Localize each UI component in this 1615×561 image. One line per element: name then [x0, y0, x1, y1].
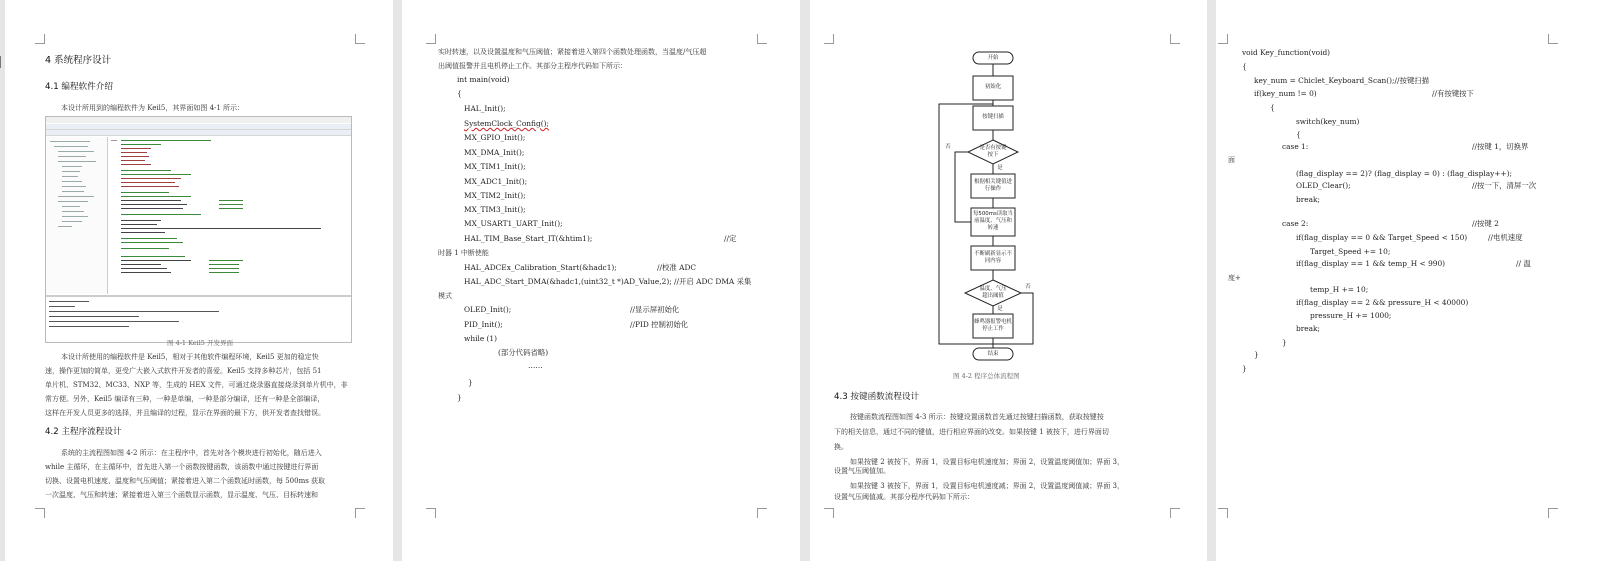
code-line: }: [1282, 338, 1287, 347]
paragraph-line: 实时转速，以及设置温度和气压阈值；紧接着进入第四个函数处理函数，当温度/气压超: [438, 48, 707, 56]
crop-mark: [824, 508, 834, 518]
paragraph-line: 本设计所使用的编程软件是 Keil5，相对于其他软件编程环境，Keil5 更加的稳定快: [61, 353, 319, 361]
crop-mark: [426, 34, 436, 44]
crop-mark: [35, 34, 45, 44]
code-line: HAL_Init();: [464, 104, 506, 113]
paragraph-line: 换。: [834, 443, 848, 451]
paragraph-line: 这样在开发人员更多的选择，并且编译的过程，显示在界面的最下方，供开发者查找错误。: [45, 409, 325, 417]
paragraph-line: 单片机、STM32、MC33、NXP 等，生成的 HEX 文件，可通过烧录器直接烧录到单片机中，非: [45, 381, 348, 389]
crop-mark: [757, 508, 767, 518]
code-line: if(flag_display == 1 && temp_H < 990): [1296, 259, 1446, 268]
code-line: MX_TIM2_Init();: [464, 191, 526, 200]
code-line: OLED_Init();: [464, 305, 512, 314]
code-line: case 2:: [1282, 219, 1309, 228]
flow-label-no: 否: [945, 144, 951, 150]
flow-node-key-scan: 按键扫描: [982, 114, 1004, 120]
flow-label-yes: 是: [997, 306, 1003, 312]
code-line: HAL_TIM_Base_Start_IT(&htim1);: [464, 234, 593, 243]
figure-caption: 图 4-1 Keil5 开发界面: [167, 339, 233, 347]
subsection-heading: 4.1 编程软件介绍: [45, 82, 113, 92]
crop-mark: [355, 34, 365, 44]
flow-node-over-threshold: 温度、气压超出阈值: [979, 286, 1007, 299]
code-comment: 模式: [438, 292, 452, 300]
code-line: MX_ADC1_Init();: [464, 177, 528, 186]
paragraph-line: 按键函数流程图如图 4-3 所示：按键设置函数首先通过按键扫描函数，获取按键按: [850, 413, 1104, 421]
code-line: Target_Speed += 10;: [1310, 247, 1391, 256]
code-line: HAL_ADC_Start_DMA(&hadc1,(uint32_t *)AD_Value,2); //开启 ADC DMA 采集: [464, 277, 752, 286]
code-line: {: [1242, 62, 1247, 71]
code-comment: //按一下，清屏一次: [1472, 181, 1537, 190]
code-line: {: [1270, 103, 1275, 112]
subsection-heading: 4.2 主程序流程设计: [45, 427, 122, 437]
code-line: {: [457, 89, 462, 98]
flow-node-init: 初始化: [984, 84, 1002, 90]
code-line: if(key_num != 0): [1254, 89, 1317, 98]
flow-node-read-sensors: 每500ms读取当前温度、气压和转速: [973, 211, 1013, 231]
code-line: pressure_H += 1000;: [1310, 311, 1392, 320]
paragraph-line: 设置气压阈值减。其部分程序代码如下所示：: [834, 493, 974, 501]
paragraph-line: 如果按键 3 被按下，界面 1，设置目标电机速度减；界面 2，设置温度阈值减；界面 3，: [850, 482, 1124, 490]
ide-menubar: [46, 117, 351, 123]
code-line: OLED_Clear();: [1296, 181, 1351, 190]
code-line: break;: [1296, 195, 1321, 204]
code-line: switch(key_num): [1296, 117, 1360, 126]
code-line: MX_USART1_UART_Init();: [464, 219, 563, 228]
main-flowchart: [935, 48, 1045, 378]
paragraph-line: 下的相关信息，通过不同的键值，进行相应界面的改变。如果按键 1 被按下，进行界面切: [834, 428, 1109, 436]
code-line: HAL_ADCEx_Calibration_Start(&hadc1);: [464, 263, 617, 272]
flow-node-alarm: 蜂鸣器报警电机停止工作: [974, 319, 1012, 332]
code-line: if(flag_display == 0 && Target_Speed < 150): [1296, 233, 1468, 242]
code-comment: 时器 1 中断使能: [438, 249, 489, 257]
code-line: void Key_function(void): [1242, 48, 1331, 57]
flow-label-no: 否: [1025, 284, 1031, 290]
paragraph-line: 切换、设置电机速度、温度和气压阈值；紧接着进入第二个函数延时函数，每 500ms 获取: [45, 477, 326, 485]
code-line: MX_DMA_Init();: [464, 148, 525, 157]
document-page-4: [1216, 0, 1615, 561]
code-line: }: [468, 378, 473, 387]
crop-mark: [35, 508, 45, 518]
ide-project-tree: [46, 137, 108, 294]
code-comment: // 温: [1516, 259, 1531, 268]
crop-mark: [1548, 508, 1558, 518]
code-line: MX_GPIO_Init();: [464, 133, 526, 142]
paragraph-line: while 主循环，在主循环中，首先进入第一个函数按键函数，该函数中通过按键进行界面: [45, 463, 319, 471]
crop-mark: [1548, 34, 1558, 44]
code-line: key_num = Chiclet_Keyboard_Scan();//按键扫描: [1254, 76, 1430, 85]
code-line: SystemClock_Config();: [464, 119, 549, 128]
flow-label-yes: 是: [997, 165, 1003, 171]
code-line: case 1:: [1282, 142, 1309, 151]
crop-mark: [1218, 34, 1228, 44]
paragraph-line: 设置气压阈值加。: [834, 467, 890, 475]
code-comment: //校准 ADC: [657, 263, 697, 272]
code-line: {: [1296, 130, 1301, 139]
flow-node-start: 开始: [987, 55, 999, 61]
code-comment: //定: [724, 234, 737, 243]
code-line: if(flag_display == 2 && pressure_H < 40000): [1296, 298, 1469, 307]
crop-mark: [1170, 508, 1180, 518]
ide-build-output: [46, 295, 351, 343]
code-comment: 面: [1228, 156, 1235, 164]
subsection-heading: 4.3 按键函数流程设计: [834, 392, 920, 402]
paragraph-line: 如果按键 2 被按下，界面 1，设置目标电机速度加；界面 2，设置温度阈值加；界面 3，: [850, 458, 1124, 466]
code-comment: //按键 2: [1472, 219, 1499, 228]
crop-mark: [1170, 34, 1180, 44]
code-comment: //PID 控制初始化: [630, 320, 689, 329]
section-heading: 4 系统程序设计: [45, 55, 112, 66]
paragraph-line: 系统的主流程图如图 4-2 所示：在主程序中，首先对各个模块进行初始化，随后进入: [61, 449, 322, 457]
code-comment: //电机速度: [1488, 233, 1523, 242]
paragraph-line: 本设计所用到的编程软件为 Keil5，其界面如图 4-1 所示：: [61, 104, 245, 112]
code-line: temp_H += 10;: [1310, 285, 1369, 294]
document-page-3: [810, 0, 1207, 561]
code-line: (flag_display == 2)? (flag_display = 0) : (flag_display++);: [1296, 169, 1513, 178]
ide-code-editor: [109, 137, 351, 294]
crop-mark: [824, 34, 834, 44]
crop-mark: [1218, 508, 1228, 518]
code-comment: //有按键按下: [1432, 89, 1474, 98]
paragraph-line: 常方便。另外，Keil5 编译有三种，一种是单编，一种是部分编译，还有一种是全部编译，: [45, 395, 325, 403]
code-line: while (1): [464, 334, 498, 343]
code-line: MX_TIM1_Init();: [464, 162, 526, 171]
code-line: }: [457, 393, 462, 402]
ide-toolbar: [46, 130, 351, 136]
flow-node-key-handle: 根据相关键值进行操作: [974, 179, 1012, 192]
keil5-screenshot-figure: [45, 116, 352, 343]
flow-node-display: 不断刷新显示不同内容: [974, 251, 1012, 264]
code-line: break;: [1296, 324, 1321, 333]
code-comment: 度+: [1228, 274, 1241, 282]
paragraph-line: 一次温度、气压和转速；紧接着进入第三个函数显示函数，显示温度、气压、目标转速和: [45, 491, 318, 499]
code-line: (部分代码省略): [498, 348, 549, 357]
code-line: ……: [528, 361, 543, 370]
flow-node-end: 结束: [987, 351, 999, 357]
code-comment: //显示屏初始化: [630, 305, 680, 314]
code-line: int main(void): [457, 75, 510, 84]
paragraph-line: 出阈值报警并且电机停止工作。其部分主程序代码如下所示：: [438, 62, 627, 70]
crop-mark: [426, 508, 436, 518]
code-line: MX_TIM3_Init();: [464, 205, 526, 214]
figure-caption: 图 4-2 程序总体流程图: [953, 372, 1020, 380]
code-line: PID_Init();: [464, 320, 503, 329]
paragraph-line: 速，操作更加的简单，更受广大嵌入式软件开发者的喜爱。Keil5 支持多种芯片，包括 51: [45, 367, 322, 375]
code-line: }: [1242, 364, 1247, 373]
document-page-2: [402, 0, 800, 561]
crop-mark: [355, 508, 365, 518]
flow-node-key-pressed: 是否有按键按下: [979, 145, 1007, 158]
document-page-1: [5, 0, 393, 561]
code-comment: //按键 1，切换界: [1472, 142, 1529, 151]
code-line: }: [1254, 350, 1259, 359]
crop-mark: [757, 34, 767, 44]
